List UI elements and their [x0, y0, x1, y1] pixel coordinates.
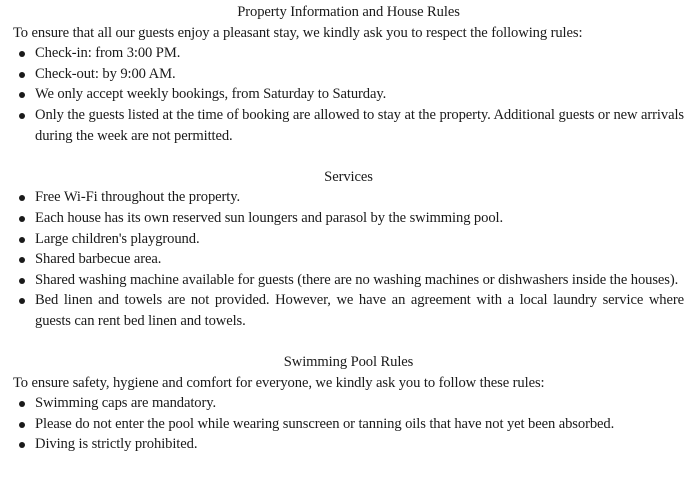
section-title-services: Services — [324, 168, 373, 185]
section-title-house-rules: Property Information and House Rules — [237, 4, 460, 20]
services-list — [13, 187, 684, 331]
list-item: We only accept weekly bookings, from Saturday to Saturday. — [13, 84, 684, 105]
list-item: Please do not enter the pool while wearing sunscreen or tanning oils that have not yet been absorbed. — [13, 414, 684, 435]
pool-rules-intro: To ensure safety, hygiene and comfort for everyone, we kindly ask you to follow these rules: — [13, 374, 545, 391]
list-item: Bed linen and towels are not provided. However, we have an agreement with a local laundry service where guests can rent bed linen and towels. — [13, 290, 684, 331]
list-item: Large children's playground. — [13, 229, 684, 250]
list-item: Shared washing machine available for guests (there are no washing machines or dishwashers inside the houses). — [13, 270, 684, 291]
section-title-pool-rules: Swimming Pool Rules — [283, 354, 414, 371]
list-item: Check-out: by 9:00 AM. — [13, 64, 684, 85]
list-item: Free Wi-Fi throughout the property. — [13, 187, 684, 208]
section-spacer — [13, 332, 684, 353]
house-rules-list — [13, 43, 684, 146]
list-item: Swimming caps are mandatory. — [13, 393, 684, 414]
house-rules-intro: To ensure that all our guests enjoy a pleasant stay, we kindly ask you to respect the following rules: — [13, 24, 583, 41]
list-item: Each house has its own reserved sun loungers and parasol by the swimming pool. — [13, 208, 684, 229]
section-spacer — [13, 146, 684, 167]
list-item: Only the guests listed at the time of booking are allowed to stay at the property. Additional guests or new arrivals during the week are not permitted. — [13, 105, 684, 146]
list-item: Shared barbecue area. — [13, 249, 684, 270]
list-item: Check-in: from 3:00 PM. — [13, 43, 684, 64]
pool-rules-list — [13, 393, 684, 455]
list-item: Diving is strictly prohibited. — [13, 434, 684, 455]
